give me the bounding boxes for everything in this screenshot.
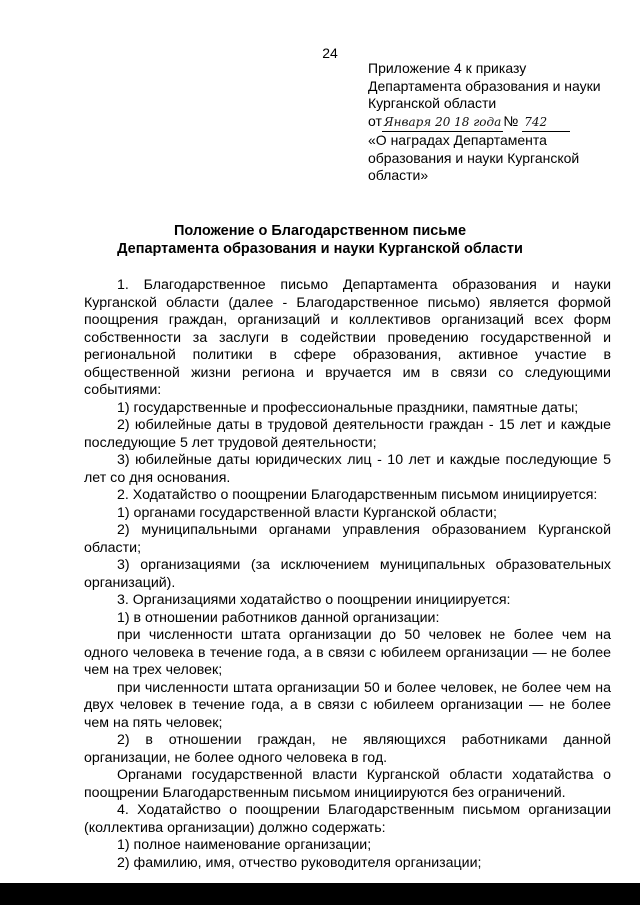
paragraph: при численности штата организации до 50 человек не более чем на одного человека в течение года, а в связи с юбилеем организации — не более чем на трех человек; bbox=[84, 627, 611, 678]
appendix-line-5: «О наградах Департамента bbox=[368, 132, 547, 148]
paragraph: 4. Ходатайство о поощрении Благодарственным письмом организации (коллектива организации) должно содержать: bbox=[84, 802, 611, 836]
appendix-line-3: Курганской области bbox=[368, 95, 497, 111]
document-title bbox=[0, 222, 640, 258]
number-sign: № bbox=[503, 112, 519, 129]
handwritten-order-number: 742 bbox=[522, 114, 570, 133]
order-date-number-line bbox=[368, 113, 618, 133]
document-body bbox=[84, 277, 611, 872]
appendix-line-1: Приложение 4 к приказу bbox=[368, 60, 527, 76]
paragraph: 1) в отношении работников данной организации: bbox=[117, 609, 440, 626]
paragraph: 2) юбилейные даты в трудовой деятельности граждан - 15 лет и каждые последующие 5 лет трудовой деятельности; bbox=[84, 417, 611, 451]
paragraph: 2. Ходатайство о поощрении Благодарственным письмом инициируется: bbox=[117, 487, 598, 503]
paragraph: 1) государственные и профессиональные праздники, памятные даты; bbox=[117, 399, 579, 416]
paragraph: 3. Организациями ходатайство о поощрении инициируется: bbox=[117, 592, 511, 608]
scan-bottom-border bbox=[0, 883, 640, 905]
paragraph: 1. Благодарственное письмо Департамента образования и науки Курганской области (далее - Благодарственное письмо) является формой поощрения граждан, организаций и коллективов организаций всех форм собственности за заслуги в содействии проведению государственной и региональной политики в сфере образования, активное участие в общественной жизни региона и вручается им в связи со следующими событиями: bbox=[84, 277, 611, 398]
title-line-2: Департамента образования и науки Курганской области bbox=[117, 241, 523, 257]
paragraph: Органами государственной власти Курганской области ходатайства о поощрении Благодарственным письмом инициируются без ограничений. bbox=[84, 767, 611, 801]
paragraph: 2) фамилию, имя, отчество руководителя организации; bbox=[117, 854, 482, 871]
paragraph: 2) муниципальными органами управления образованием Курганской области; bbox=[84, 522, 611, 556]
paragraph: при численности штата организации 50 и более человек, не более чем на двух человек в течение года, а в связи с юбилеем организации — не более чем на пять человек; bbox=[84, 679, 611, 731]
title-line-1: Положение о Благодарственном письме bbox=[173, 223, 467, 239]
paragraph: 3) юбилейные даты юридических лиц - 10 лет и каждые последующие 5 лет со дня основания. bbox=[84, 452, 611, 486]
page-number: 24 bbox=[322, 45, 338, 61]
appendix-header bbox=[368, 60, 618, 185]
paragraph: 3) организациями (за исключением муниципальных образовательных организаций). bbox=[84, 557, 611, 591]
paragraph: 2) в отношении граждан, не являющихся работниками данной организации, не более одного человека в год. bbox=[84, 732, 611, 766]
paragraph: 1) органами государственной власти Курганской области; bbox=[117, 504, 497, 521]
appendix-line-6: образования и науки Курганской bbox=[368, 149, 580, 166]
handwritten-date: Января 20 18 года bbox=[382, 114, 503, 133]
paragraph: 1) полное наименование организации; bbox=[117, 837, 372, 853]
from-prefix: от bbox=[368, 112, 382, 129]
appendix-line-7: области» bbox=[368, 167, 429, 183]
appendix-line-2: Департамента образования и науки bbox=[368, 77, 601, 94]
